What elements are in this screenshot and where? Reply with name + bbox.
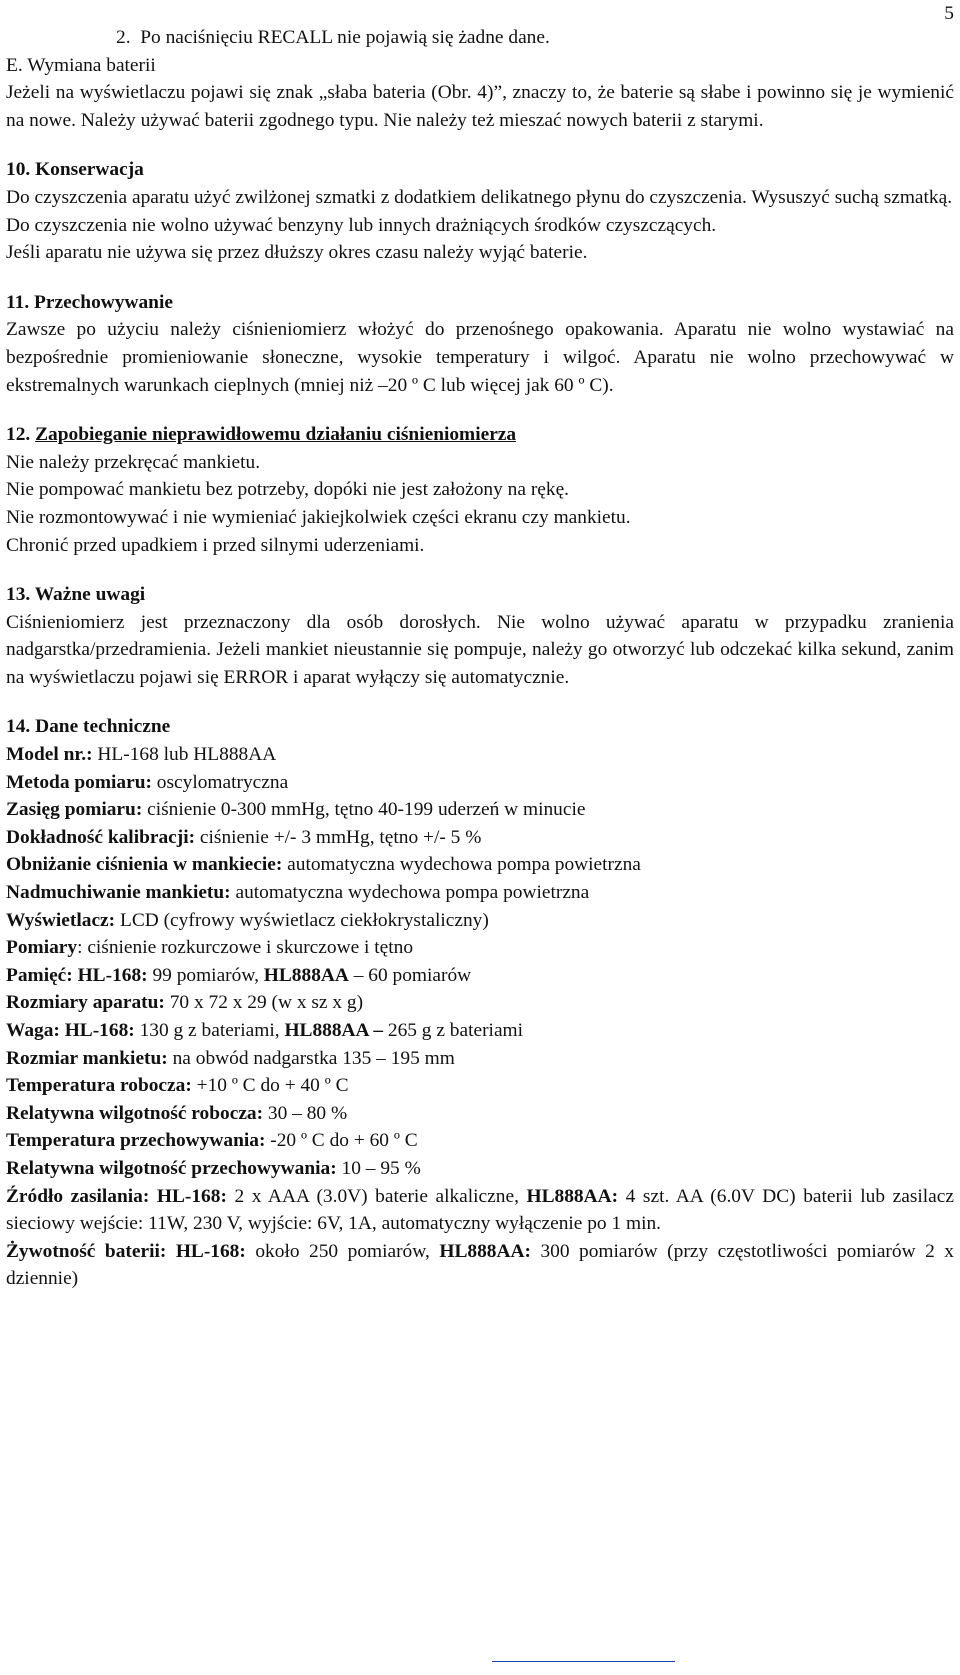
document-page <box>6 24 954 1293</box>
section-13-text: Ciśnieniomierz jest przeznaczony dla osób dorosłych. Nie wolno używać aparatu w przypadku zranienia nadgarstka/przedramienia. Jeżeli mankiet nieustannie się pompuje, należy go otworzyć lub odczekać kilka sekund, zanim na wyświetlaczu pojawi się ERROR i aparat wyłączy się automatycznie. <box>6 611 954 688</box>
battery-heading: E. Wymiana baterii <box>6 54 156 76</box>
spec-zrodlo-zasilania: Źródło zasilania: HL-168: 2 x AAA (3.0V) baterie alkaliczne, HL888AA: 4 szt. AA (6.0V DC) baterii lub zasilacz sieciowy wejście: 11W, 230 V, wyjście: 6V, 1A, automatyczny wyłączenie po 1 min. <box>6 1185 954 1235</box>
spec-model: Model nr.: HL-168 lub HL888AA <box>6 744 277 766</box>
section-12-number: 12. <box>6 424 36 446</box>
section-11-heading: 11. Przechowywanie <box>6 291 173 313</box>
spec-temp-robocza: Temperatura robocza: +10 º C do + 40 º C <box>6 1075 349 1097</box>
spec-waga: Waga: HL-168: 130 g z bateriami, HL888AA – 265 g z bateriami <box>6 1020 524 1041</box>
spec-wilgotnosc-robocza: Relatywna wilgotność robocza: 30 – 80 % <box>6 1102 348 1124</box>
section-13-heading: 13. Ważne uwagi <box>6 584 146 606</box>
spec-dokladnosc: Dokładność kalibracji: ciśnienie +/- 3 mmHg, tętno +/- 5 % <box>6 826 482 848</box>
section-12-line: Nie pompować mankietu bez potrzeby, dopóki nie jest założony na rękę. <box>6 479 570 501</box>
spec-wilgotnosc-przechowywania: Relatywna wilgotność przechowywania: 10 – 95 % <box>6 1157 421 1179</box>
spec-zasieg: Zasięg pomiaru: ciśnienie 0-300 mmHg, tętno 40-199 uderzeń w minucie <box>6 799 586 821</box>
section-10-heading: 10. Konserwacja <box>6 159 144 181</box>
spec-temp-przechowywania: Temperatura przechowywania: -20 º C do + 60 º C <box>6 1130 418 1152</box>
spec-obnizanie: Obniżanie ciśnienia w mankiecie: automatyczna wydechowa pompa powietrzna <box>6 854 641 876</box>
section-10-paragraph-3: Jeśli aparatu nie używa się przez dłuższy okres czasu należy wyjąć baterie. <box>6 242 588 264</box>
battery-text: Jeżeli na wyświetlaczu pojawi się znak „słaba bateria (Obr. 4)”, znaczy to, że baterie są słabe i powinno się je wymienić na nowe. Należy używać baterii zgodnego typu. Nie należy też mieszać nowych baterii z starymi. <box>6 82 954 131</box>
spec-metoda: Metoda pomiaru: oscylomatryczna <box>6 771 289 793</box>
section-14-heading: 14. Dane techniczne <box>6 716 171 738</box>
footer-divider <box>492 1661 675 1662</box>
spec-nadmuchiwanie: Nadmuchiwanie mankietu: automatyczna wydechowa pompa powietrzna <box>6 882 590 904</box>
section-12-line: Nie rozmontowywać i nie wymieniać jakiejkolwiek części ekranu czy mankietu. <box>6 506 631 528</box>
section-12-title: Zapobieganie nieprawidłowemu działaniu ciśnieniomierza <box>35 424 517 446</box>
section-10-paragraph-2: Do czyszczenia nie wolno używać benzyny lub innych drażniących środków czyszczących. <box>6 214 717 236</box>
spec-pamiec: Pamięć: HL-168: 99 pomiarów, HL888AA – 60 pomiarów <box>6 964 472 986</box>
section-11-text: Zawsze po użyciu należy ciśnieniomierz włożyć do przenośnego opakowania. Aparatu nie wolno wystawiać na bezpośrednie promieniowanie słoneczne, wysokie temperatury i wilgoć. Aparatu nie wolno przechowywać w ekstremalnych warunkach cieplnych (mniej niż –20 º C lub więcej jak 60 º C). <box>6 319 954 396</box>
spec-pomiary: Pomiary: ciśnienie rozkurczowe i skurczowe i tętno <box>6 937 414 959</box>
section-12-line: Chronić przed upadkiem i przed silnymi uderzeniami. <box>6 534 425 556</box>
spec-zywotnosc-baterii: Żywotność baterii: HL-168: około 250 pomiarów, HL888AA: 300 pomiarów (przy częstotliwości pomiarów 2 x dziennie) <box>6 1240 954 1290</box>
list-item-recall: 2. Po naciśnięciu RECALL nie pojawią się żadne dane. <box>116 27 550 48</box>
section-10-paragraph-1: Do czyszczenia aparatu użyć zwilżonej szmatki z dodatkiem delikatnego płynu do czyszczenia. Wysuszyć suchą szmatką. <box>6 186 953 208</box>
page-number: 5 <box>944 3 954 24</box>
section-12-heading <box>6 421 954 449</box>
spec-rozmiary: Rozmiary aparatu: 70 x 72 x 29 (w x sz x g) <box>6 992 364 1014</box>
spec-wyswietlacz: Wyświetlacz: LCD (cyfrowy wyświetlacz ciekłokrystaliczny) <box>6 909 489 931</box>
section-12-line: Nie należy przekręcać mankietu. <box>6 451 261 473</box>
spec-mankiet: Rozmiar mankietu: na obwód nadgarstka 135 – 195 mm <box>6 1047 455 1069</box>
